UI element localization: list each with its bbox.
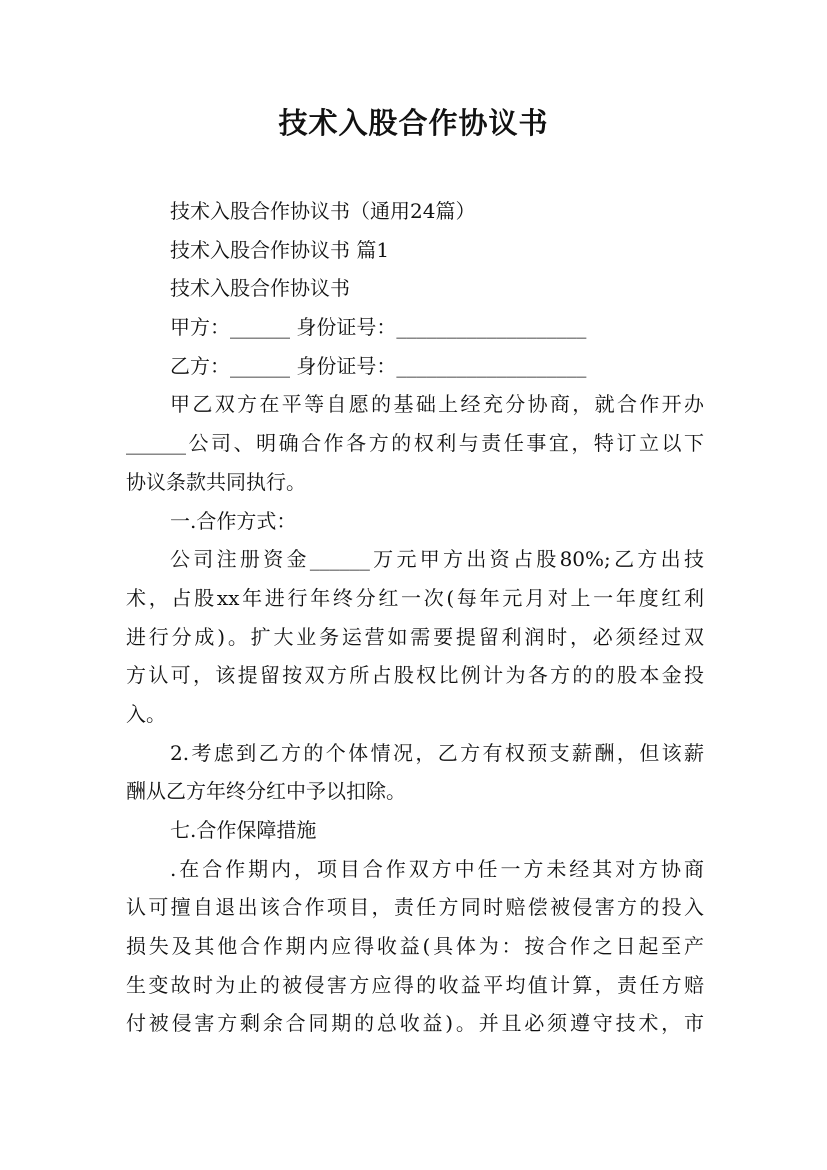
paragraph-line: 损失及其他合作期内应得收益(具体为：按合作之日起至产 [126, 934, 704, 959]
paragraph-line: 甲乙双方在平等自愿的基础上经充分协商，就合作开办 [170, 392, 704, 417]
paragraph-line: 技术入股合作协议书（通用24篇） [170, 199, 476, 223]
paragraph-line: 入。 [126, 701, 166, 726]
paragraph-line: .在合作期内，项目合作双方中任一方未经其对方协商 [170, 856, 704, 881]
paragraph-line: 技术入股合作协议书 [170, 276, 350, 301]
paragraph-line: 协议条款共同执行。 [126, 469, 306, 494]
paragraph-line: 认可擅自退出该合作项目，责任方同时赔偿被侵害方的投入 [126, 895, 704, 920]
paragraph-line: 技术入股合作协议书 篇1 [170, 237, 390, 262]
paragraph-line: 酬从乙方年终分红中予以扣除。 [126, 779, 406, 804]
paragraph-line: 公司注册资金______万元甲方出资占股80%;乙方出技 [170, 547, 704, 572]
paragraph-line: 七.合作保障措施 [170, 818, 317, 842]
paragraph-line: 生变故时为止的被侵害方应得的收益平均值计算，责任方赔 [126, 972, 704, 997]
paragraph-line: 进行分成)。扩大业务运营如需要提留利润时，必须经过双 [126, 624, 704, 649]
document-body [126, 192, 704, 1043]
paragraph-line: ______公司、明确合作各方的权利与责任事宜，特订立以下 [126, 431, 704, 456]
paragraph-line: 乙方：______ 身份证号：___________________ [170, 353, 587, 378]
paragraph-line: 方认可，该提留按双方所占股权比例计为各方的的股本金投 [126, 663, 704, 688]
paragraph-line: 付被侵害方剩余合同期的总收益)。并且必须遵守技术，市 [126, 1011, 704, 1036]
paragraph-line: 甲方：______ 身份证号：___________________ [170, 315, 587, 340]
paragraph-line: 一.合作方式： [170, 508, 297, 533]
document-title: 技术入股合作协议书 [278, 106, 549, 140]
paragraph-line: 术，占股xx年进行年终分红一次(每年元月对上一年度红利 [126, 585, 704, 610]
paragraph-line: 2.考虑到乙方的个体情况，乙方有权预支薪酬，但该薪 [170, 740, 704, 765]
